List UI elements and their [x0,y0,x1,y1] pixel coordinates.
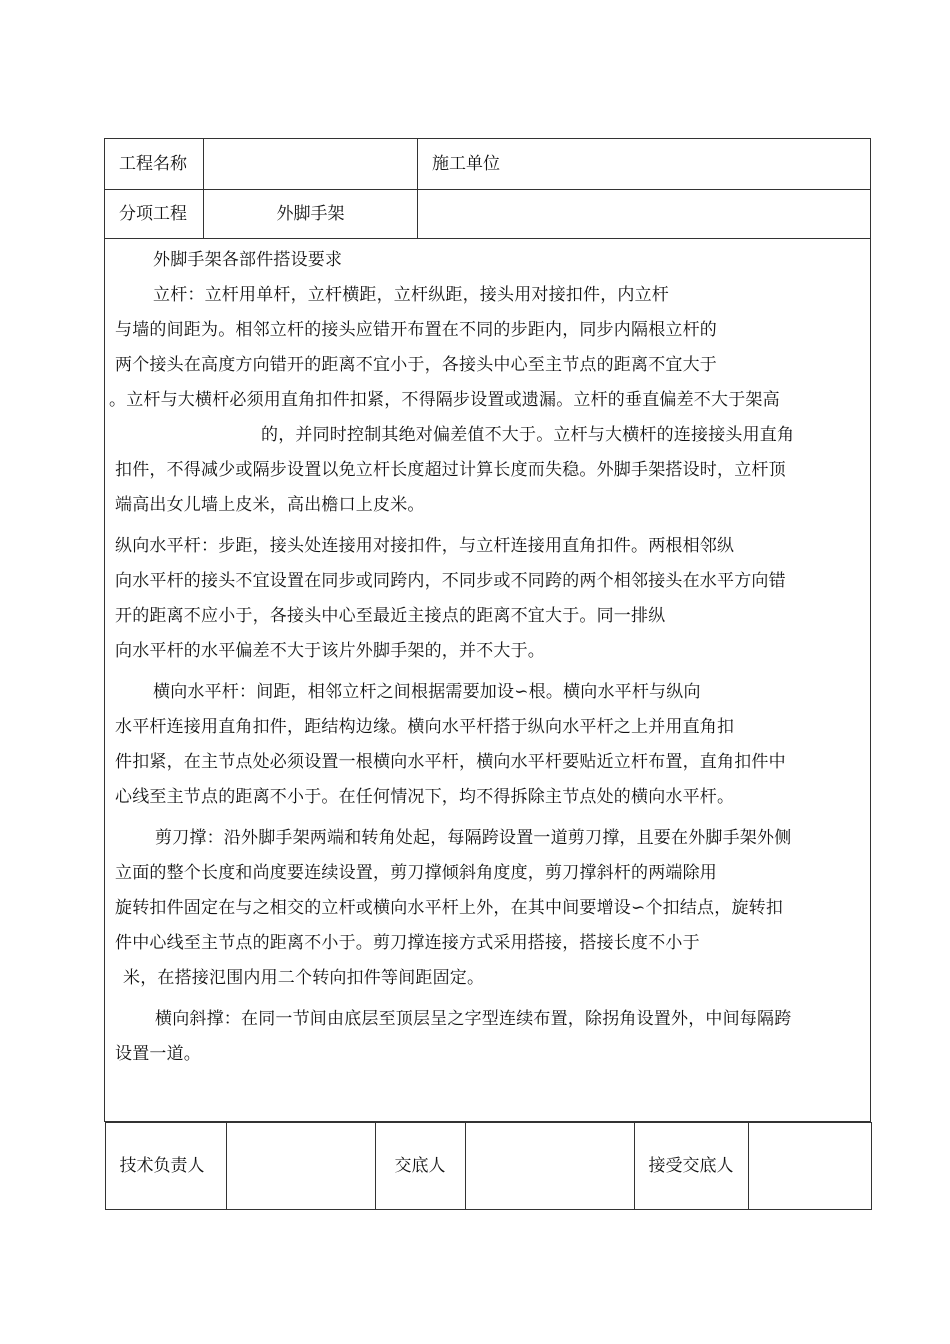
receiver-value-cell[interactable] [748,1123,871,1210]
body-line: 与墙的间距为。相邻立杆的接头应错开布置在不同的步距内，同步内隔根立杆的 [115,320,717,340]
body-line: 扣件，不得减少或隔步设置以免立杆长度超过计算长度而失稳。外脚手架搭设时，立杆顶 [115,460,786,480]
body-line: 向水平杆的水平偏差不大于该片外脚手架的，并不大于。 [115,641,545,661]
body-line: 心线至主节点的距离不小于。在任何情况下，均不得拆除主节点处的横向水平杆。 [115,787,735,807]
project-name-label-cell [105,139,204,190]
requirements-text [105,239,871,1121]
body-line: 纵向水平杆：步距，接头处连接用对接扣件，与立杆连接用直角扣件。两根相邻纵 [115,536,735,556]
body-line: 开的距离不应小于，各接头中心至最近主接点的距离不宜大于。同一排纵 [115,606,666,626]
subitem-extra-cell[interactable] [418,190,871,239]
tech-lead-value-cell[interactable] [226,1123,375,1210]
signature-container [105,1122,871,1211]
briefer-value-cell[interactable] [465,1123,634,1210]
body-line: 旋转扣件固定在与之相交的立杆或横向水平杆上外，在其中间要增设∽个扣结点，旋转扣 [115,898,784,918]
briefer-label: 交底人 [394,1155,446,1176]
body-line: 的，并同时控制其绝对偏差值不大于。立杆与大横杆的连接接头用直角 [261,425,795,445]
subitem-label-cell [105,190,204,239]
tech-lead-label-cell [105,1123,226,1210]
project-name-value-cell[interactable] [204,139,418,190]
body-line: 米，在搭接氾围内用二个转向扣件等间距固定。 [123,968,485,988]
body-line: 端高出女儿墙上皮米，高出檐口上皮米。 [115,495,425,515]
disclosure-form [104,138,871,1211]
requirements-cell [105,239,871,1122]
body-row [105,239,871,1122]
subitem-value-cell[interactable] [204,190,418,239]
project-name-label: 工程名称 [119,153,187,174]
body-line: 横向水平杆：间距，相邻立杆之间根据需要加设∽根。横向水平杆与纵向 [153,682,701,702]
body-line: 件扣紧，在主节点处必须设置一根横向水平杆，横向水平杆要贴近立杆布置，直角扣件中 [115,752,786,772]
body-line: 向水平杆的接头不宜设置在同步或同跨内，不同步或不同跨的两个相邻接头在水平方向错 [115,571,786,591]
body-line: 立面的整个长度和尚度要连续设置，剪刀撑倾斜角度度，剪刀撑斜杆的两端除用 [115,863,717,883]
briefer-label-cell [375,1123,465,1210]
body-line: 水平杆连接用直角扣件，距结构边缘。横向水平杆搭于纵向水平杆之上并用直角扣 [115,717,735,737]
header-row-1 [105,139,871,190]
construction-unit-cell[interactable] [418,139,871,190]
body-line: 剪刀撑：沿外脚手架两端和转角处起，每隔跨设置一道剪刀撑，且要在外脚手架外侧 [155,828,792,848]
body-line: 。立杆与大横杆必须用直角扣件扣紧，不得隔步设置或遗漏。立杆的垂直偏差不大于架高 [109,390,780,410]
receiver-label-cell [634,1123,748,1210]
receiver-label: 接受交底人 [648,1155,734,1176]
body-line: 设置一道。 [115,1044,201,1064]
header-row-2 [105,190,871,239]
body-line: 件中心线至主节点的距离不小于。剪刀撑连接方式采用搭接，搭接长度不小于 [115,933,700,953]
subitem-label: 分项工程 [119,203,187,224]
body-line: 外脚手架各部件搭设要求 [153,250,343,270]
body-line: 两个接头在高度方向错开的距离不宜小于，各接头中心至主节点的距离不宜大于 [115,355,717,375]
body-line: 立杆：立杆用单杆，立杆横距，立杆纵距，接头用对接扣件，内立杆 [153,285,669,305]
signature-row [105,1122,871,1211]
signature-table [105,1122,872,1210]
tech-lead-label: 技术负责人 [119,1155,205,1176]
subitem-value: 外脚手架 [276,203,345,224]
construction-unit-label: 施工单位 [432,153,500,174]
body-line: 横向斜撑：在同一节间由底层至顶层呈之字型连续布置，除拐角设置外，中间每隔跨 [155,1009,792,1029]
